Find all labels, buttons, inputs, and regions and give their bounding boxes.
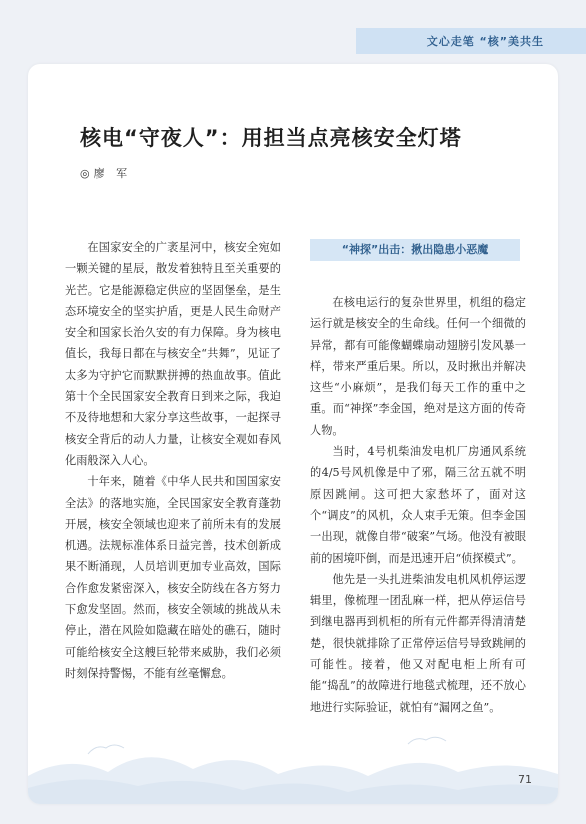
mountain-decoration [28,714,558,804]
section-label: 文心走笔 “核”美共生 [426,35,544,48]
left-column [65,237,281,684]
article-title: 核电“守夜人”：用担当点亮核安全灯塔 [80,126,462,150]
section-subheading: “神探”出击：揪出隐患小恶魔 [310,239,520,261]
paragraph: 十年来，随着《中华人民共和国国家安全法》的落地实施，全民国家安全教育蓬勃开展，核安全领域也迎来了前所未有的发展机遇。法规标准体系日益完善，技术创新成果不断涌现，人员培训更加专业高效，国际合作愈发紧密深入，核安全防线在各方努力下愈发坚固。然而，核安全领域的挑战从未停止，潜在风险如隐藏在暗处的礁石，随时可能给核安全这艘巨轮带来威胁，我们必须时刻保持警惕，不能有丝毫懈怠。 [65,475,281,680]
paragraph: 在国家安全的广袤星河中，核安全宛如一颗关键的星辰，散发着独特且至关重要的光芒。它是能源稳定供应的坚固堡垒，是生态环境安全的坚实护盾，更是人民生命财产安全和国家长治久安的有力保障。身为核电值长，我每日都在与核安全“共舞”，见证了太多为守护它而默默拼搏的热血故事。值此第十个全民国家安全教育日到来之际，我迫不及待地想和大家分享这些故事，一起探寻核安全背后的动人力量，让核安全观如春风化雨般深入人心。 [65,241,281,467]
right-column [310,239,526,718]
article-author: ◎廖 军 [80,167,132,180]
page-number: 71 [518,773,532,786]
paragraph: 当时，4号机柴油发电机厂房通风系统的4/5号风机像是中了邪，隔三岔五就不明原因跳闸。这可把大家愁坏了，面对这个“调皮”的风机，众人束手无策。但李金国一出现，就像自带“破案”气场。他没有被眼前的困境吓倒，而是迅速开启“侦探模式”。 [310,445,526,565]
paragraph: 他先是一头扎进柴油发电机风机停运逻辑里，像梳理一团乱麻一样，把从停运信号到继电器再到机柜的所有元件都弄得清清楚楚，很快就排除了正常停运信号导致跳闸的可能性。接着，他又对配电柜上所有可能“捣乱”的故障进行地毯式梳理，还不放心地进行实际验证，就怕有“漏网之鱼”。 [310,572,526,714]
paragraph: 在核电运行的复杂世界里，机组的稳定运行就是核安全的生命线。任何一个细微的异常，都有可能像蝴蝶扇动翅膀引发风暴一样，带来严重后果。所以，及时揪出并解决这些“小麻烦”，是我们每天工作的重中之重。而“神探”李金国，绝对是这方面的传奇人物。 [310,296,526,437]
article-card [28,64,558,804]
section-tab [356,28,586,54]
running-header [0,28,586,54]
